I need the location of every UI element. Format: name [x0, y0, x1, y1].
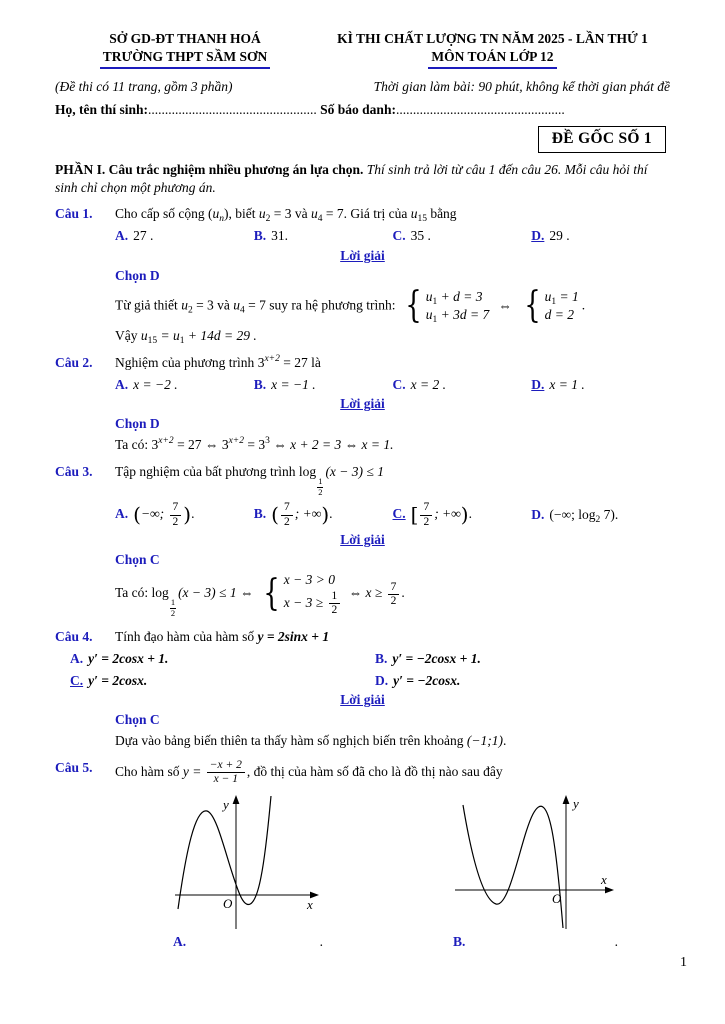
system-rows [545, 288, 579, 324]
math-run: (x − 3) ≤ 1 [325, 463, 384, 479]
math-run: (−1;1) [466, 733, 503, 748]
log-operator: log [298, 463, 317, 479]
equation-row: d = 2 [544, 306, 575, 322]
open-bracket: [ [410, 503, 419, 528]
q5-label: Câu 5. [55, 759, 93, 775]
page-number: 1 [680, 954, 687, 970]
q1-option-a [115, 227, 254, 245]
iff-symbol: ⇔ [498, 297, 512, 313]
option-letter: A. [115, 228, 129, 244]
fraction: $\frac{7}{2}$ [170, 501, 182, 528]
superscript: x+2 [264, 353, 280, 364]
subscript: n [219, 214, 224, 225]
q4-answer-choice: Chọn C [115, 712, 160, 728]
graph-b-caption [453, 933, 618, 951]
exam-pages-note: (Đề thi có 11 trang, gồm 3 phần) [55, 78, 233, 94]
figure-b-label: B. [453, 934, 466, 950]
exam-title: KÌ THI CHẤT LƯỢNG TN NĂM 2025 - LẦN THỨ 1 [337, 31, 648, 46]
option-letter: C. [392, 376, 406, 392]
fraction: $\frac{1}{2}$ [329, 590, 341, 617]
math-run: = [157, 328, 173, 344]
option-text: y′ = 2cosx. [88, 672, 148, 688]
math-run: y = 2sinx + 1 [257, 628, 330, 644]
q4-head [55, 628, 670, 646]
graph-a-plot [173, 792, 323, 932]
subscript: 15 [147, 336, 158, 347]
math-run: u [140, 328, 148, 344]
exam-code-box: ĐỀ GỐC SỐ 1 [538, 126, 666, 152]
option-letter: B. [375, 650, 388, 666]
text-run: Cho hàm số [115, 763, 183, 779]
equation-row: $u_1 + 3d = 7$ [425, 306, 490, 325]
fraction: $\frac{7}{2}$ [420, 501, 432, 528]
superscript: x+2 [228, 436, 244, 447]
math-run: = 3 [243, 437, 266, 453]
figure-b-period: . [614, 934, 618, 950]
student-name-label: Họ, tên thí sinh: [55, 102, 149, 118]
text-run: bằng [426, 206, 457, 222]
math-run: (x − 3) ≤ 1 ⇔ [178, 585, 257, 601]
option-letter: B. [253, 506, 267, 522]
q4-label: Câu 4. [55, 628, 93, 644]
math-run: ⇔ x + 2 = 3 ⇔ x = 1. [269, 437, 394, 453]
option-text: y′ = 2cosx + 1. [88, 650, 169, 666]
q3-label: Câu 3. [55, 463, 93, 479]
left-brace-icon: { [523, 284, 541, 326]
y-axis-label: y [573, 796, 579, 812]
q2-solution-heading: Lời giải [340, 396, 385, 412]
option-text: 7). [600, 507, 619, 523]
math-run: = 27 ⇔ [173, 437, 222, 453]
option-text: x = 2 . [410, 376, 446, 392]
graph-a-caption [173, 933, 323, 951]
q4-option-b [375, 650, 680, 668]
option-letter: D. [375, 672, 389, 688]
condition-row: x − 3 ≥ $\frac{1}{2}$ [284, 590, 343, 617]
equation-system-2 [521, 284, 579, 326]
candidate-info-line [55, 101, 670, 119]
option-letter-correct: D. [531, 376, 545, 392]
question-1 [55, 205, 670, 345]
option-text: y′ = −2cosx. [393, 672, 461, 688]
math-run: u [212, 206, 220, 222]
q4-options-row-1 [70, 650, 670, 668]
q2-option-c [393, 376, 532, 394]
option-letter: A. [115, 376, 129, 392]
figure-a-period: . [319, 934, 323, 950]
x-axis-arrow-icon [605, 887, 614, 894]
text-run: . [401, 585, 405, 601]
option-text: 31. [271, 228, 289, 244]
cubic-curve [463, 805, 563, 928]
figure-a-label: A. [173, 934, 187, 950]
q3-option-c: C. [ $\frac{7}{2}$ ; +∞). [392, 501, 472, 528]
x-axis-label: x [307, 897, 313, 913]
department-name: SỞ GD-ĐT THANH HOÁ [109, 31, 261, 46]
fraction: $\frac{7}{2}$ [388, 581, 400, 608]
option-text: (−∞; log [549, 507, 596, 523]
q1-solution-line-2 [115, 327, 670, 345]
text-run: = 3 và [192, 296, 234, 312]
q4-text [115, 628, 670, 646]
text-run: Vậy [115, 328, 141, 344]
equation-row: $u_1 + d = 3$ [425, 288, 483, 307]
superscript: x+2 [158, 436, 174, 447]
q5-text [115, 759, 670, 786]
text-run: Ta có: [115, 585, 152, 601]
q2-head [55, 354, 670, 372]
q2-answer-choice: Chọn D [115, 416, 160, 432]
q1-option-b [254, 227, 393, 245]
math-run: u [258, 206, 266, 222]
part1-heading-line [55, 161, 670, 197]
q3-text [115, 463, 670, 498]
log-operator: log [151, 585, 169, 601]
equation-system-1 [402, 284, 490, 326]
q1-text [115, 205, 670, 223]
exam-subject [315, 48, 670, 69]
graph-option-a [173, 792, 323, 951]
open-paren: ( [271, 503, 279, 528]
q4-option-c [70, 672, 375, 690]
system-rows [284, 571, 343, 617]
q3-options [115, 501, 670, 528]
log-base: 1 2 [318, 475, 323, 497]
close-paren: ) [321, 503, 330, 528]
q4-option-d [375, 672, 680, 690]
text-run: = 3 và [270, 206, 311, 222]
math-run: u [410, 206, 418, 222]
option-letter: A. [115, 506, 129, 522]
option-letter: D. [531, 507, 545, 523]
option-letter: A. [70, 650, 84, 666]
math-run: u [181, 296, 188, 312]
y-axis-arrow-icon [233, 795, 240, 804]
text-run: . [502, 733, 507, 748]
text-run: , đồ thị của hàm số đã cho là đồ thị nào sau đây [246, 763, 503, 779]
close-paren: ) [183, 503, 192, 528]
q1-options [115, 227, 670, 245]
text-run: Ta có: [115, 437, 152, 453]
text-run: Từ giả thiết [115, 296, 182, 312]
q1-solution-heading: Lời giải [340, 247, 385, 263]
cubic-curve [178, 796, 271, 912]
subscript: 15 [417, 214, 427, 225]
y-axis-label: y [223, 797, 229, 813]
q3-option-b: B. ( $\frac{7}{2}$ ; +∞). [253, 501, 333, 528]
q3-solution-heading: Lời giải [340, 531, 385, 547]
q5-head [55, 759, 670, 786]
question-4 [55, 628, 670, 750]
exam-time-note: Thời gian làm bài: 90 phút, không kể thời gian phát đề [373, 78, 670, 94]
log-base: 1 2 [170, 597, 176, 619]
q1-label: Câu 1. [55, 206, 93, 222]
q4-options-row-2 [70, 672, 670, 690]
q4-option-a [70, 650, 375, 668]
q2-option-d [531, 376, 670, 394]
q2-option-a [115, 376, 254, 394]
student-name-blank: .................................................. [148, 102, 317, 118]
x-axis-label: x [601, 872, 607, 888]
text-run: = 7 suy ra hệ phương trình: [244, 296, 399, 312]
subscript: 2 [187, 304, 193, 315]
q1-head [55, 205, 670, 223]
part1-heading: PHẦN I. Câu trắc nghiệm nhiều phương án lựa chọn. [55, 161, 364, 177]
left-brace-icon: { [405, 284, 422, 326]
superscript: 3 [265, 436, 270, 447]
y-axis-arrow-icon [563, 795, 570, 804]
option-letter-correct: D. [531, 228, 545, 244]
q3-solution-line [115, 571, 670, 618]
open-paren: ( [133, 503, 141, 528]
option-text: x = −2 . [133, 376, 178, 392]
math-run: + 14d = 29 . [184, 328, 257, 344]
candidate-number-label: Số báo danh: [320, 102, 396, 118]
question-2 [55, 354, 670, 454]
text-run: Nghiệm của phương trình [115, 354, 258, 370]
option-letter: B. [253, 228, 267, 244]
header-right [315, 30, 670, 69]
school-name-underline: TRƯỜNG THPT SẦM SƠN [100, 48, 270, 69]
option-text: x = −1 . [271, 376, 316, 392]
fraction: $\frac{-x + 2}{x - 1}$ [207, 759, 245, 786]
left-brace-icon: { [263, 573, 280, 615]
q2-text [115, 354, 670, 372]
condition-row: x − 3 > 0 [283, 572, 335, 588]
q4-solution-line [115, 732, 670, 750]
q3-option-a: A. (−∞; $\frac{7}{2}$ ). [115, 501, 195, 528]
school-name [55, 48, 315, 69]
math-run: 3 [151, 437, 159, 453]
part1-instructions: Thí sinh trả lời từ câu 1 đến câu 26. Mỗi câu hỏi thí sinh chỉ chọn một phương án. [55, 161, 648, 195]
option-letter-correct: C. [392, 506, 406, 522]
q2-option-b [254, 376, 393, 394]
subscript: 2 [595, 515, 601, 526]
option-letter: C. [392, 228, 406, 244]
option-text: 29 . [549, 228, 570, 244]
subscript: 4 [317, 214, 323, 225]
origin-label: O [223, 896, 233, 912]
question-5 [55, 759, 670, 951]
text-run: Tính đạo hàm của hàm số [115, 628, 258, 644]
graph-option-b [453, 792, 618, 951]
text-run: Cho cấp số cộng ( [115, 206, 213, 222]
math-run: u [310, 206, 318, 222]
q2-options [115, 376, 670, 394]
graph-b-plot [453, 792, 618, 932]
subscript: 2 [265, 214, 271, 225]
text-run: = 27 là [279, 354, 321, 370]
q1-option-c [393, 227, 532, 245]
q1-option-d [531, 227, 670, 245]
q3-head [55, 463, 670, 498]
math-run: 3 [221, 437, 229, 453]
close-paren: ) [460, 503, 469, 528]
q1-solution-line-1 [115, 284, 670, 326]
math-run: ⇔ x ≥ [345, 585, 386, 601]
header [55, 30, 670, 69]
math-run: u [173, 328, 180, 344]
system-rows [426, 288, 489, 324]
origin-label: O [552, 891, 562, 907]
header-left [55, 30, 315, 69]
text-run: = 7. Giá trị của [322, 206, 411, 222]
math-run: y = [182, 763, 205, 779]
option-text: 35 . [410, 228, 431, 244]
q4-solution-heading: Lời giải [340, 692, 385, 708]
q1-answer-choice: Chọn D [115, 267, 160, 283]
text-run: Tập nghiệm của bất phương trình [115, 463, 299, 479]
exam-subject-underline: MÔN TOÁN LỚP 12 [428, 48, 556, 69]
fraction: $\frac{7}{2}$ [281, 501, 293, 528]
option-text: y′ = −2cosx + 1. [392, 650, 481, 666]
exam-meta-line [55, 78, 670, 96]
option-text: x = 1 . [549, 376, 585, 392]
option-letter: B. [253, 376, 267, 392]
q3-option-d [531, 506, 670, 524]
math-run: 3 [257, 354, 265, 370]
math-run: u [233, 296, 241, 312]
answer-graphs [115, 792, 670, 951]
option-letter-correct: C. [70, 672, 84, 688]
question-3 [55, 463, 670, 619]
q3-answer-choice: Chọn C [115, 551, 160, 567]
text-run: . [581, 296, 586, 312]
q2-solution-line [115, 436, 670, 454]
subscript: 1 [179, 336, 185, 347]
candidate-number-blank: .................................................. [395, 102, 565, 118]
subscript: 4 [240, 304, 245, 315]
text-run: Dựa vào bảng biến thiên ta thấy hàm số nghịch biến trên khoảng [115, 733, 467, 748]
equation-row: $u_1 = 1$ [544, 288, 579, 307]
condition-system [260, 571, 342, 617]
option-text: 27 . [133, 228, 154, 244]
text-run: ), biết [223, 206, 259, 222]
q2-label: Câu 2. [55, 354, 93, 370]
